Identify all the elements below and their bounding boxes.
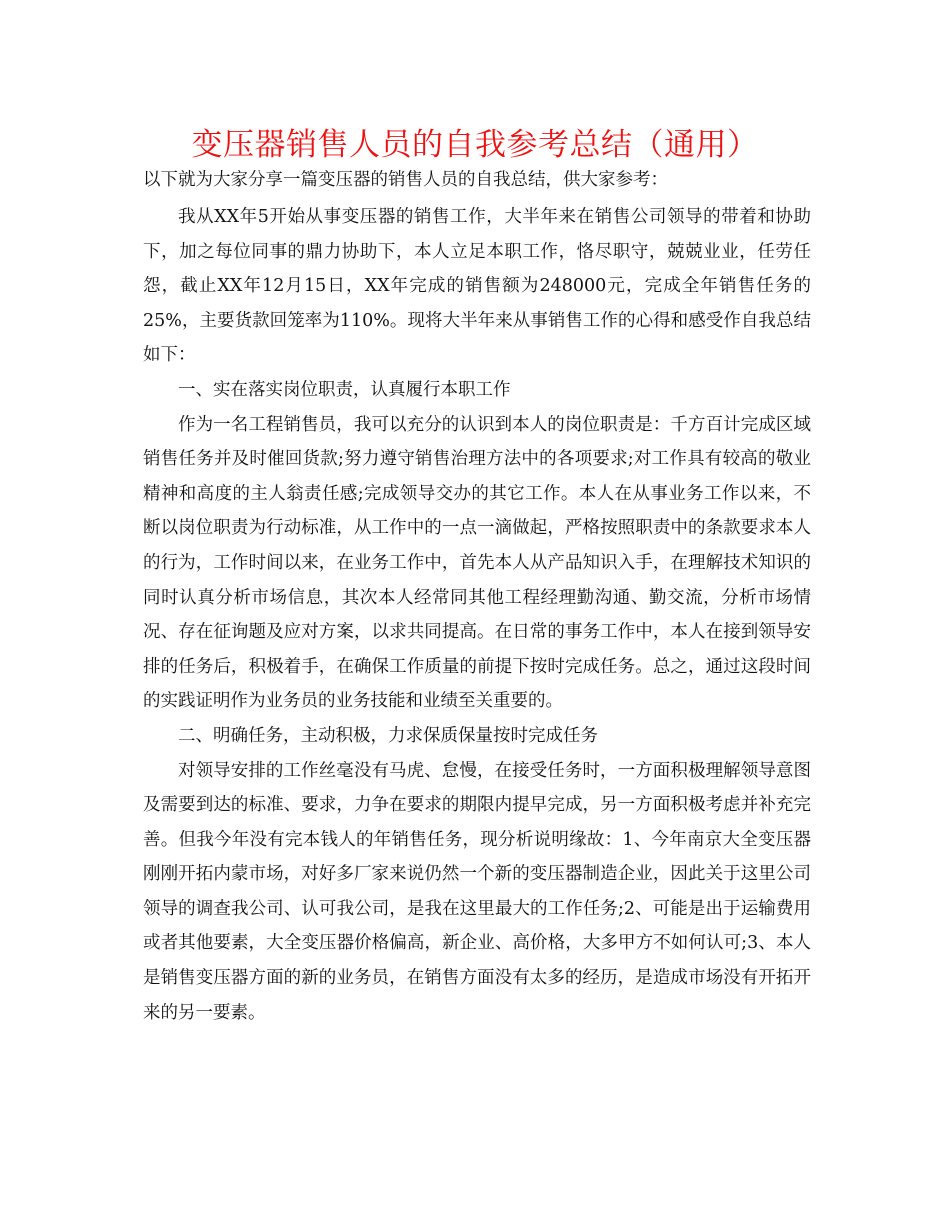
section-heading-2: 二、明确任务，主动积极，力求保质保量按时完成任务 [178, 725, 598, 746]
document-title: 变压器销售人员的自我参考总结（通用） [191, 127, 759, 163]
section-1-paragraph: 作为一名工程销售员，我可以充分的认识到本人的岗位职责是：千方百计完成区域销售任务并及时催回货款;努力遵守销售治理方法中的各项要求;对工作具有较高的敬业精神和高度的主人翁责任感;完成领导交办的其它工作。本人在从事业务工作以来，不断以岗位职责为行动标准，从工作中的一点一滴做起，严格按照职责中的条款要求本人的行为，工作时间以来，在业务工作中，首先本人从产品知识入手，在理解技术知识的同时认真分析市场信息，其次本人经常同其他工程经理勤沟通、勤交流，分析市场情况、存在征询题及应对方案，以求共同提高。在日常的事务工作中，本人在接到领导安排的任务后，积极着手，在确保工作质量的前提下按时完成任务。总之，通过这段时间的实践证明作为业务员的业务技能和业绩至关重要的。 [143, 414, 811, 712]
intro-paragraph: 以下就为大家分享一篇变压器的销售人员的自我总结，供大家参考： [143, 170, 668, 190]
document-body [143, 166, 811, 1030]
section-2-paragraph: 对领导安排的工作丝毫没有马虎、怠慢，在接受任务时，一方面积极理解领导意图及需要到达的标准、要求，力争在要求的期限内提早完成，另一方面积极考虑并补充完善。但我今年没有完本钱人的年销售任务，现分析说明缘故：1、今年南京大全变压器刚刚开拓内蒙市场，对好多厂家来说仍然一个新的变压器制造企业，因此关于这里公司领导的调查我公司、认可我公司，是我在这里最大的工作任务;2、可能是出于运输费用或者其他要素，大全变压器价格偏高，新企业、高价格，大多甲方不如何认可;3、本人是销售变压器方面的新的业务员，在销售方面没有太多的经历，是造成市场没有开拓开来的另一要素。 [143, 760, 811, 1023]
section-heading-1: 一、实在落实岗位职责，认真履行本职工作 [178, 379, 511, 400]
opening-paragraph: 我从XX年5开始从事变压器的销售工作，大半年来在销售公司领导的带着和协助下，加之每位同事的鼎力协助下，本人立足本职工作，恪尽职守，兢兢业业，任劳任怨，截止XX年12月15日，XX年完成的销售额为248000元，完成全年销售任务的25%，主要货款回笼率为110%。现将大半年来从事销售工作的心得和感受作自我总结如下： [143, 207, 811, 366]
